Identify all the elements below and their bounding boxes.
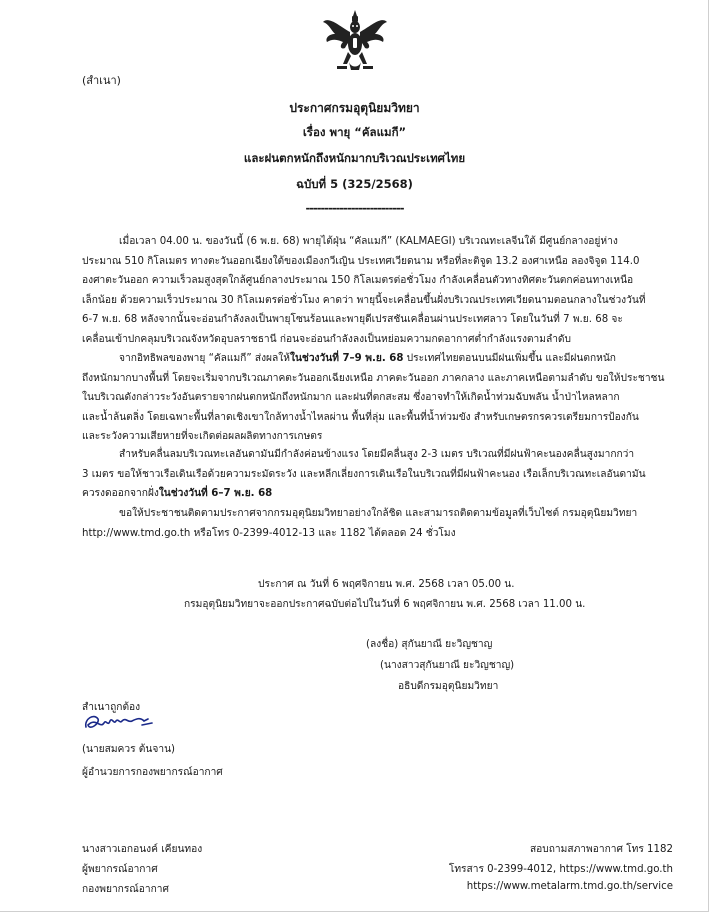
paragraph-line: เมื่อเวลา 04.00 น. ของวันนี้ (6 พ.ย. 68) พายุไต้ฝุ่น “คัลแมกี” (KALMAEGI) บริเวณทะเลจีนใต้ มีศูนย์กลางอยู่ห่าง xyxy=(119,236,618,247)
copy-tag: (สำเนา) xyxy=(82,74,121,87)
paragraph-line: ในบริเวณดังกล่าวระวังอันตรายจากฝนตกหนักถึงหนักมาก และฝนที่ตกสะสม ซึ่งอาจทำให้เกิดน้ำท่วมฉับพลัน น้ำป่าไหลหลาก xyxy=(82,392,620,403)
paragraph-line: สำหรับคลื่นลมบริเวณทะเลอันดามันมีกำลังค่อนข้างแรง โดยมีคลื่นสูง 2-3 เมตร บริเวณที่มีฝนฟ้าคะนองคลื่นสูงมากกว่า xyxy=(119,449,635,460)
certifier-position: ผู้อำนวยการกองพยากรณ์อากาศ xyxy=(82,767,223,778)
text-segment: ประเทศไทยตอนบนมีฝนเพิ่มขึ้น และมีฝนตกหนัก xyxy=(403,353,616,364)
paragraph-line: http://www.tmd.go.th หรือโทร 0-2399-4012-13 และ 1182 ได้ตลอด 24 ชั่วโมง xyxy=(82,527,456,539)
footer-fax-website: โทรสาร 0-2399-4012, https://www.tmd.go.th xyxy=(448,864,673,875)
paragraph-line: และน้ำล้นตลิ่ง โดยเฉพาะพื้นที่ลาดเชิงเขาใกล้ทางน้ำไหลผ่าน พื้นที่ลุ่ม และพื้นที่น้ำท่วมขัง สำหรับเกษตรกรควรเตรียมการป้องกัน xyxy=(82,411,639,423)
paragraph-sea-waves xyxy=(82,445,678,504)
paragraph-rain-impact xyxy=(82,349,678,447)
paragraph-line xyxy=(82,484,678,504)
title-divider: -------------------------- xyxy=(305,201,404,215)
paragraph-line: ประมาณ 510 กิโลเมตร ทางตะวันออกเฉียงใต้ของเมืองกวีเญิน ประเทศเวียดนาม หรือที่ละติจูด 13.2 องศาเหนือ ลองจิจูด 114.0 xyxy=(82,255,640,267)
certified-label: สำเนาถูกต้อง xyxy=(82,702,141,713)
certifier-name: (นายสมควร ต้นจาน) xyxy=(82,744,176,755)
footer-division: กองพยากรณ์อากาศ xyxy=(82,884,169,895)
paragraph-follow-updates xyxy=(82,504,678,543)
paragraph-line xyxy=(82,349,678,369)
footer-forecaster-name: นางสาวเอกอนงค์ เคียนทอง xyxy=(82,844,203,855)
text-segment: จากอิทธิพลของพายุ “คัลแมกี” ส่งผลให้ xyxy=(119,353,290,364)
subject: เรื่อง พายุ “คัลแมกี” xyxy=(302,125,407,139)
paragraph-line: องศาตะวันออก ความเร็วลมสูงสุดใกล้ศูนย์กลางประมาณ 150 กิโลเมตรต่อชั่วโมง กำลังเคลื่อนตัวทางทิศตะวันตกค่อนทางเหนือ xyxy=(82,275,634,286)
signer-name: (นางสาวสุกันยาณี ยะวิญชาญ) xyxy=(380,660,515,671)
subject-line-2: และฝนตกหนักถึงหนักมากบริเวณประเทศไทย xyxy=(243,151,466,165)
page-title: ประกาศกรมอุตุนิยมวิทยา xyxy=(289,101,420,115)
paragraph-storm-position xyxy=(82,232,678,349)
highlight-dates: ในช่วงวันที่ 6–7 พ.ย. 68 xyxy=(158,488,273,499)
footer-hotline: สอบถามสภาพอากาศ โทร 1182 xyxy=(529,844,673,855)
footer-metalarm-link[interactable]: https://www.metalarm.tmd.go.th/service xyxy=(466,881,673,892)
garuda-emblem xyxy=(319,8,391,74)
issued-datetime: ประกาศ ณ วันที่ 6 พฤศจิกายน พ.ศ. 2568 เวลา 05.00 น. xyxy=(258,579,515,590)
handwritten-signature xyxy=(82,709,158,735)
issue-number: ฉบับที่ 5 (325/2568) xyxy=(296,177,413,191)
paragraph-line: และระวังความเสียหายที่จะเกิดต่อผลผลิตทางการเกษตร xyxy=(82,431,323,442)
paragraph-line: เคลื่อนเข้าปกคลุมบริเวณจังหวัดอุบลราชธานี ก่อนจะอ่อนกำลังลงเป็นหย่อมความกดอากาศต่ำกำลังแรงตามลำดับ xyxy=(82,333,572,345)
signer-position: อธิบดีกรมอุตุนิยมวิทยา xyxy=(398,681,499,692)
next-issue-datetime: กรมอุตุนิยมวิทยาจะออกประกาศฉบับต่อไปในวันที่ 6 พฤศจิกายน พ.ศ. 2568 เวลา 11.00 น. xyxy=(184,599,586,610)
paragraph-line: ถึงหนักมากบางพื้นที่ โดยจะเริ่มจากบริเวณภาคตะวันออกเฉียงเหนือ ภาคตะวันออก ภาคกลาง และภาคเหนือตามลำดับ ขอให้ประชาชน xyxy=(82,372,665,384)
highlight-dates: ในช่วงวันที่ 7–9 พ.ย. 68 xyxy=(289,353,404,364)
signed-by: (ลงชื่อ) สุกันยาณี ยะวิญชาญ xyxy=(366,639,493,650)
paragraph-line: 3 เมตร ขอให้ชาวเรือเดินเรือด้วยความระมัดระวัง และหลีกเลี่ยงการเดินเรือในบริเวณที่มีฝนฟ้าคะนอง เรือเล็กบริเวณทะเลอันดามัน xyxy=(82,468,646,480)
paragraph-line: 6-7 พ.ย. 68 หลังจากนั้นจะอ่อนกำลังลงเป็นพายุโซนร้อนและพายุดีเปรสชันเคลื่อนผ่านประเทศลาว โดยในวันที่ 7 พ.ย. 68 จะ xyxy=(82,314,623,325)
footer-forecaster-title: ผู้พยากรณ์อากาศ xyxy=(82,864,158,875)
paragraph-line: เล็กน้อย ด้วยความเร็วประมาณ 30 กิโลเมตรต่อชั่วโมง คาดว่า พายุนี้จะเคลื่อนขึ้นฝั่งบริเวณประเทศเวียดนามตอนกลางในช่วงวันที่ xyxy=(82,294,646,306)
paragraph-line: ขอให้ประชาชนติดตามประกาศจากกรมอุตุนิยมวิทยาอย่างใกล้ชิด และสามารถติดตามข้อมูลที่เว็บไซต์ กรมอุตุนิยมวิทยา xyxy=(119,508,638,519)
text-segment: ควรงดออกจากฝั่ง xyxy=(82,488,159,499)
